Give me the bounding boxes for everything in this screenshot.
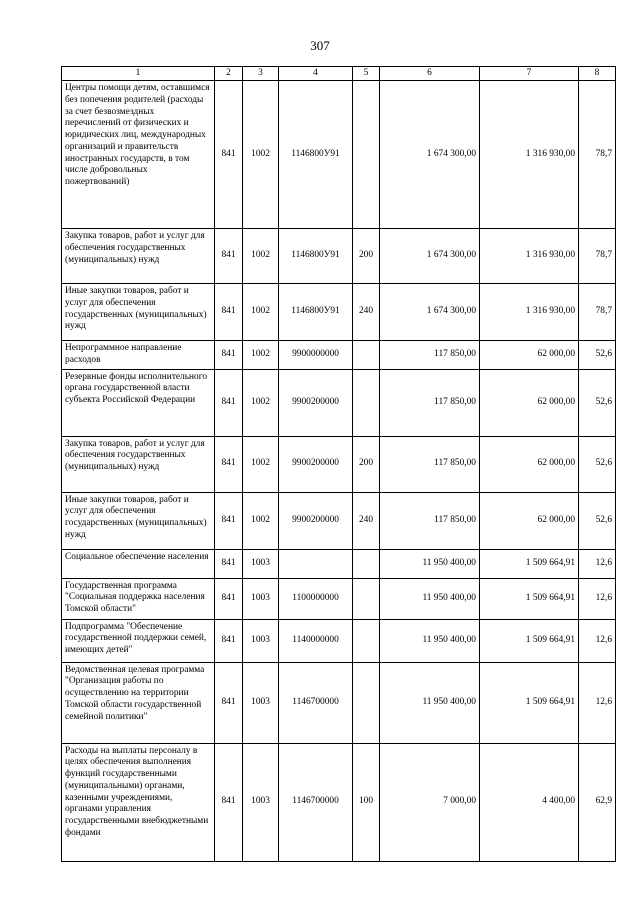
cell-c6: 1 674 300,00 bbox=[380, 229, 480, 284]
cell-c4 bbox=[279, 549, 353, 578]
cell-c3: 1002 bbox=[243, 229, 279, 284]
cell-c8: 78,7 bbox=[579, 284, 616, 341]
table-row bbox=[62, 81, 616, 229]
cell-c5 bbox=[353, 662, 380, 743]
cell-c5: 240 bbox=[353, 492, 380, 549]
cell-c3: 1002 bbox=[243, 436, 279, 492]
row-name: Иные закупки товаров, работ и услуг для обеспечения государственных (муниципальных) нужд bbox=[62, 284, 215, 341]
cell-c7: 1 509 664,91 bbox=[480, 662, 579, 743]
cell-c7: 1 509 664,91 bbox=[480, 549, 579, 578]
cell-c3: 1003 bbox=[243, 578, 279, 619]
cell-c5 bbox=[353, 619, 380, 662]
table-row bbox=[62, 662, 616, 743]
cell-c3: 1003 bbox=[243, 743, 279, 861]
table-row bbox=[62, 549, 616, 578]
cell-c7: 62 000,00 bbox=[480, 369, 579, 436]
cell-c4: 9900000000 bbox=[279, 341, 353, 370]
cell-c8: 12,6 bbox=[579, 619, 616, 662]
header-row bbox=[62, 67, 616, 81]
header-cell: 8 bbox=[579, 67, 616, 81]
cell-c6: 117 850,00 bbox=[380, 492, 480, 549]
cell-c8: 52,6 bbox=[579, 436, 616, 492]
cell-c5 bbox=[353, 549, 380, 578]
cell-c5 bbox=[353, 369, 380, 436]
cell-c8: 52,6 bbox=[579, 492, 616, 549]
cell-c4: 1146700000 bbox=[279, 743, 353, 861]
cell-c2: 841 bbox=[215, 578, 243, 619]
table-row bbox=[62, 619, 616, 662]
row-name: Подпрограмма "Обеспечение государственной поддержки семей, имеющих детей" bbox=[62, 619, 215, 662]
header-cell: 3 bbox=[243, 67, 279, 81]
cell-c2: 841 bbox=[215, 369, 243, 436]
cell-c7: 1 509 664,91 bbox=[480, 578, 579, 619]
cell-c3: 1002 bbox=[243, 284, 279, 341]
cell-c5: 200 bbox=[353, 229, 380, 284]
cell-c8: 62,9 bbox=[579, 743, 616, 861]
row-name: Центры помощи детям, оставшимся без попечения родителей (расходы за счет безвозмездных перечислений от физических и юридических лиц, международных организаций и правительств иностранных государств, в том числе добровольных пожертвований) bbox=[62, 81, 215, 229]
cell-c6: 11 950 400,00 bbox=[380, 619, 480, 662]
cell-c7: 1 316 930,00 bbox=[480, 229, 579, 284]
cell-c3: 1003 bbox=[243, 662, 279, 743]
cell-c6: 7 000,00 bbox=[380, 743, 480, 861]
table-row bbox=[62, 743, 616, 861]
cell-c6: 11 950 400,00 bbox=[380, 662, 480, 743]
row-name: Резервные фонды исполнительного органа государственной власти субъекта Российской Федерации bbox=[62, 369, 215, 436]
cell-c8: 78,7 bbox=[579, 81, 616, 229]
cell-c3: 1002 bbox=[243, 341, 279, 370]
cell-c3: 1003 bbox=[243, 549, 279, 578]
cell-c4: 1140000000 bbox=[279, 619, 353, 662]
cell-c2: 841 bbox=[215, 619, 243, 662]
cell-c6: 117 850,00 bbox=[380, 369, 480, 436]
cell-c4: 1146800У91 bbox=[279, 284, 353, 341]
header-cell: 4 bbox=[279, 67, 353, 81]
cell-c4: 1100000000 bbox=[279, 578, 353, 619]
cell-c8: 12,6 bbox=[579, 662, 616, 743]
cell-c4: 1146800У91 bbox=[279, 229, 353, 284]
cell-c3: 1002 bbox=[243, 492, 279, 549]
cell-c4: 9900200000 bbox=[279, 492, 353, 549]
row-name: Ведомственная целевая программа "Организация работы по осуществлению на территории Томской области государственной семейной политики" bbox=[62, 662, 215, 743]
cell-c7: 4 400,00 bbox=[480, 743, 579, 861]
cell-c2: 841 bbox=[215, 229, 243, 284]
row-name: Иные закупки товаров, работ и услуг для обеспечения государственных (муниципальных) нужд bbox=[62, 492, 215, 549]
cell-c5: 200 bbox=[353, 436, 380, 492]
cell-c8: 12,6 bbox=[579, 549, 616, 578]
cell-c8: 52,6 bbox=[579, 341, 616, 370]
cell-c2: 841 bbox=[215, 492, 243, 549]
cell-c8: 52,6 bbox=[579, 369, 616, 436]
cell-c4: 1146700000 bbox=[279, 662, 353, 743]
cell-c4: 9900200000 bbox=[279, 436, 353, 492]
table-row bbox=[62, 369, 616, 436]
row-name: Непрограммное направление расходов bbox=[62, 341, 215, 370]
cell-c2: 841 bbox=[215, 436, 243, 492]
row-name: Закупка товаров, работ и услуг для обеспечения государственных (муниципальных) нужд bbox=[62, 436, 215, 492]
row-name: Государственная программа "Социальная поддержка населения Томской области" bbox=[62, 578, 215, 619]
row-name: Закупка товаров, работ и услуг для обеспечения государственных (муниципальных) нужд bbox=[62, 229, 215, 284]
cell-c2: 841 bbox=[215, 743, 243, 861]
cell-c3: 1002 bbox=[243, 81, 279, 229]
cell-c8: 12,6 bbox=[579, 578, 616, 619]
cell-c5 bbox=[353, 341, 380, 370]
cell-c6: 1 674 300,00 bbox=[380, 81, 480, 229]
cell-c2: 841 bbox=[215, 284, 243, 341]
cell-c7: 62 000,00 bbox=[480, 341, 579, 370]
cell-c7: 62 000,00 bbox=[480, 492, 579, 549]
cell-c2: 841 bbox=[215, 341, 243, 370]
cell-c6: 11 950 400,00 bbox=[380, 549, 480, 578]
cell-c2: 841 bbox=[215, 662, 243, 743]
cell-c6: 1 674 300,00 bbox=[380, 284, 480, 341]
cell-c7: 1 509 664,91 bbox=[480, 619, 579, 662]
table-row bbox=[62, 341, 616, 370]
row-name: Социальное обеспечение населения bbox=[62, 549, 215, 578]
cell-c7: 1 316 930,00 bbox=[480, 81, 579, 229]
header-cell: 6 bbox=[380, 67, 480, 81]
table-row bbox=[62, 229, 616, 284]
header-cell: 7 bbox=[480, 67, 579, 81]
cell-c6: 117 850,00 bbox=[380, 341, 480, 370]
cell-c5 bbox=[353, 578, 380, 619]
cell-c7: 1 316 930,00 bbox=[480, 284, 579, 341]
header-cell: 5 bbox=[353, 67, 380, 81]
cell-c4: 9900200000 bbox=[279, 369, 353, 436]
cell-c6: 117 850,00 bbox=[380, 436, 480, 492]
cell-c8: 78,7 bbox=[579, 229, 616, 284]
row-name: Расходы на выплаты персоналу в целях обеспечения выполнения функций государственными (муниципальными) органами, казенными учреждениями, органами управления государственными внебюджетными фондами bbox=[62, 743, 215, 861]
table-row bbox=[62, 436, 616, 492]
cell-c5: 100 bbox=[353, 743, 380, 861]
header-cell: 1 bbox=[62, 67, 215, 81]
cell-c7: 62 000,00 bbox=[480, 436, 579, 492]
budget-table bbox=[61, 66, 616, 862]
page-number: 307 bbox=[310, 38, 330, 53]
cell-c4: 1146800У91 bbox=[279, 81, 353, 229]
cell-c6: 11 950 400,00 bbox=[380, 578, 480, 619]
cell-c5 bbox=[353, 81, 380, 229]
table-row bbox=[62, 492, 616, 549]
cell-c5: 240 bbox=[353, 284, 380, 341]
table-row bbox=[62, 284, 616, 341]
cell-c3: 1003 bbox=[243, 619, 279, 662]
table-row bbox=[62, 578, 616, 619]
header-cell: 2 bbox=[215, 67, 243, 81]
cell-c2: 841 bbox=[215, 81, 243, 229]
cell-c3: 1002 bbox=[243, 369, 279, 436]
cell-c2: 841 bbox=[215, 549, 243, 578]
